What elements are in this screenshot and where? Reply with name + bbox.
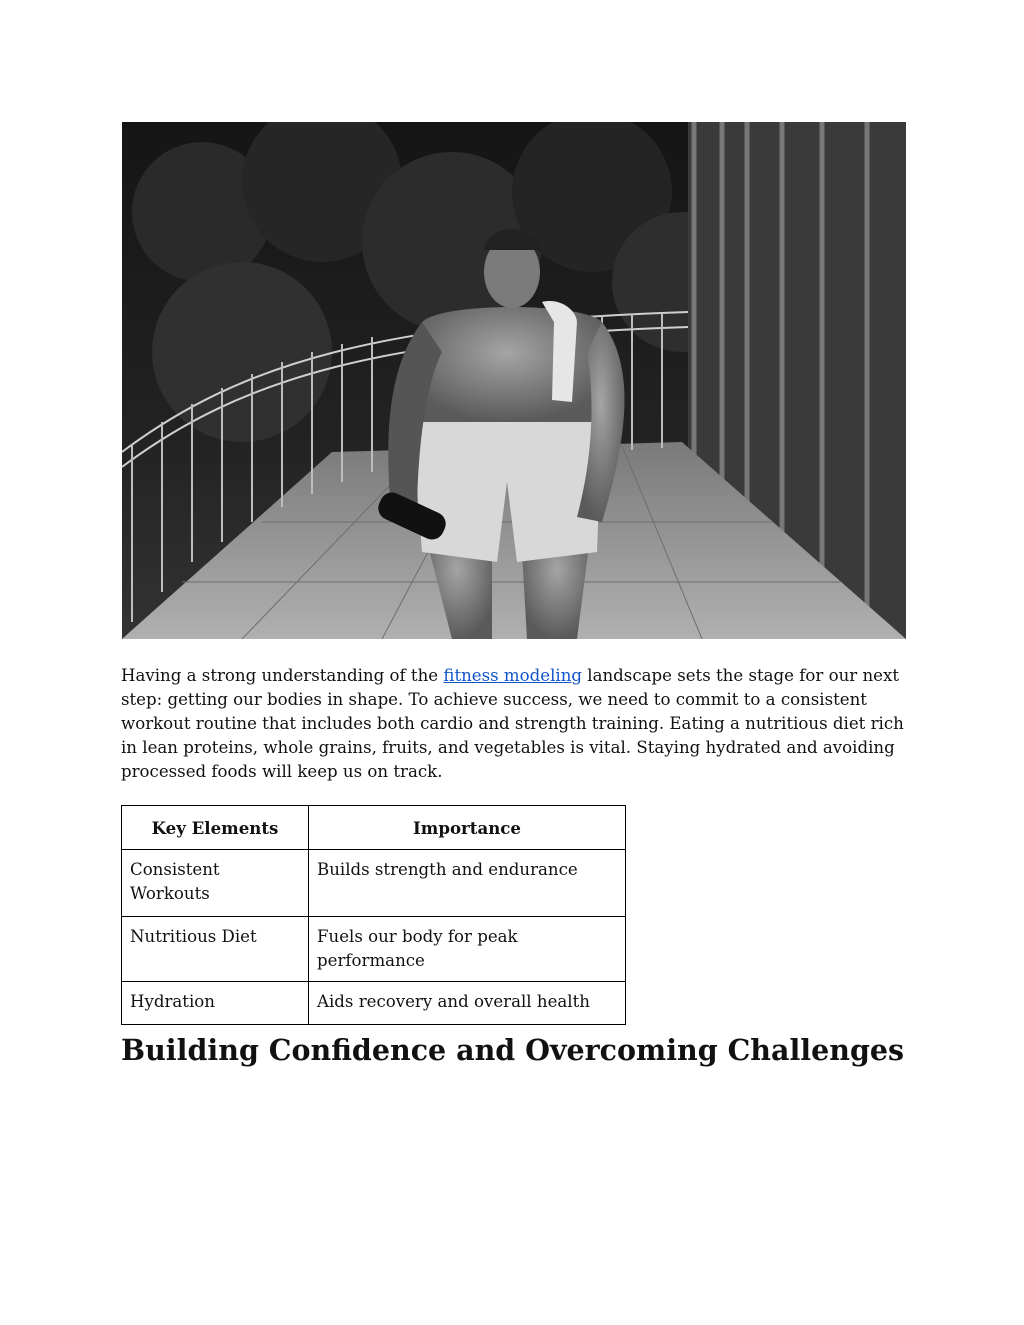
fitness-model-photo-icon	[122, 122, 906, 639]
body-paragraph	[121, 664, 911, 784]
fitness-model-photo	[122, 122, 906, 639]
table-cell-importance: Builds strength and endurance	[309, 850, 626, 917]
section-heading: Building Confidence and Overcoming Challenges	[121, 1033, 905, 1067]
paragraph-text-after-link: landscape sets the stage for our next step: getting our bodies in shape. To achieve success, we need to commit to a consistent workout routine that includes both cardio and strength training. Eating a nutritious diet rich in lean proteins, whole grains, fruits, and vegetables is vital. Staying hydrated and avoiding processed foods will keep us on track.	[121, 666, 904, 781]
fitness-modeling-link[interactable]: fitness modeling	[443, 666, 583, 685]
table-header-importance: Importance	[309, 806, 626, 850]
table-header-row	[122, 806, 626, 850]
paragraph-text-before-link: Having a strong understanding of the	[121, 666, 444, 685]
table-row	[122, 917, 626, 982]
table-row	[122, 982, 626, 1025]
table-cell-key-element: Nutritious Diet	[122, 917, 309, 982]
table-header-key-elements: Key Elements	[122, 806, 309, 850]
table-cell-key-element: Hydration	[122, 982, 309, 1025]
table-cell-importance: Fuels our body for peak performance	[309, 917, 626, 982]
table-cell-importance: Aids recovery and overall health	[309, 982, 626, 1025]
key-elements-table	[121, 805, 626, 1025]
table-cell-key-element: Consistent Workouts	[122, 850, 309, 917]
table-row	[122, 850, 626, 917]
